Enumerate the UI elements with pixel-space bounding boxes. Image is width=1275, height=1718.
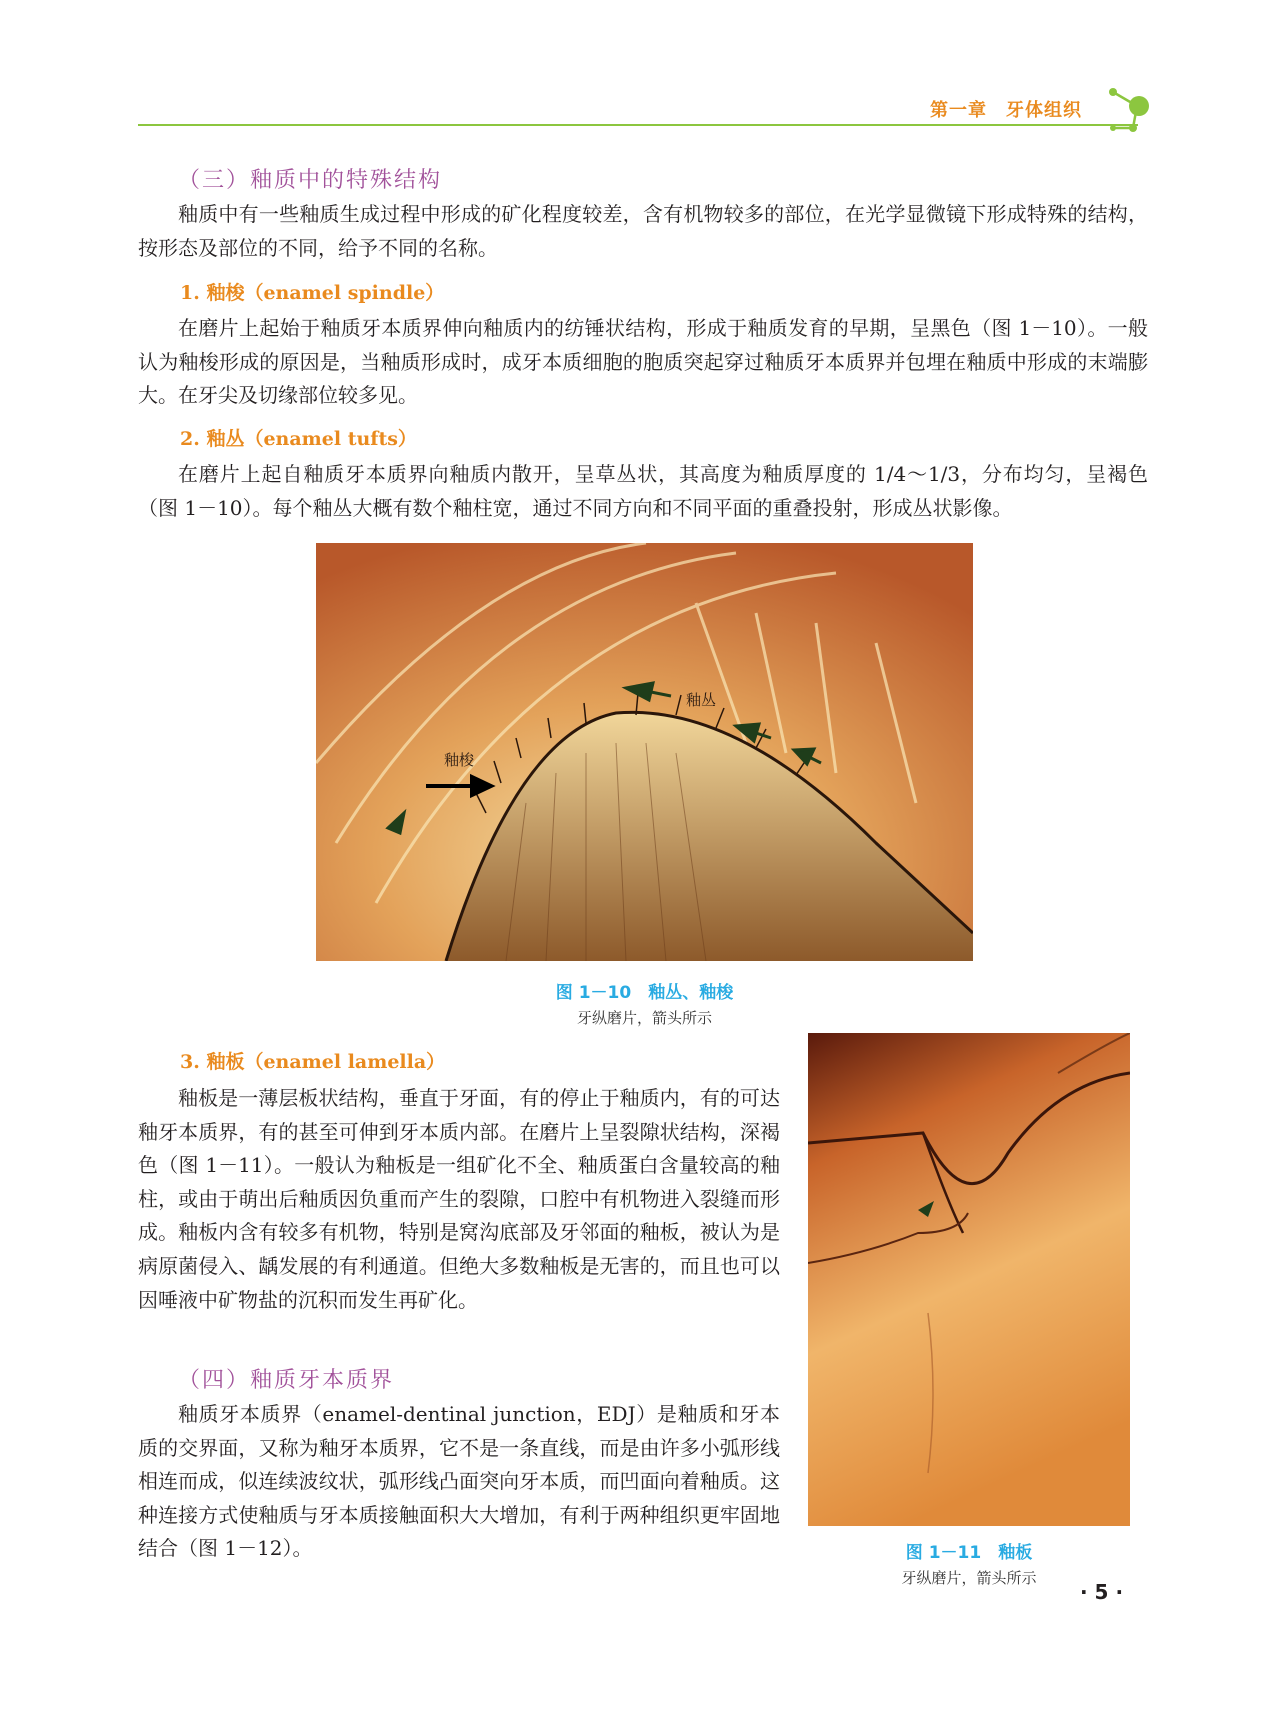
paragraph-enamel-lamella: 釉板是一薄层板状结构，垂直于牙面，有的停止于釉质内，有的可达釉牙本质界，有的甚至可伸到牙本质内部。在磨片上呈裂隙状结构，深褐色（图 1－11）。一般认为釉板是一组矿化不全、釉质蛋白含量较高的釉柱，或由于萌出后釉质因负重而产生的裂隙，口腔中有机物进入裂缝而形成。釉板内含有较多有机物，特别是窝沟底部及牙邻面的釉板，被认为是病原菌侵入、龋发展的有利通道。但绝大多数釉板是无害的，而且也可以因唾液中矿物盐的沉积而发生再矿化。 — [138, 1086, 780, 1312]
section-heading-special-structures: （三）釉质中的特殊结构 — [178, 168, 443, 193]
page-number: · 5 · — [1080, 1580, 1124, 1604]
paragraph-enamel-spindle: 在磨片上起始于釉质牙本质界伸向釉质内的纺锤状结构，形成于釉质发育的早期，呈黑色（图 1－10）。一般认为釉梭形成的原因是，当釉质形成时，成牙本质细胞的胞质突起穿过釉质牙本质界并包埋在釉质中形成的末端膨大。在牙尖及切缘部位较多见。 — [138, 316, 1148, 408]
paragraph-enamel-tufts: 在磨片上起自釉质牙本质界向釉质内散开，呈草丛状，其高度为釉质厚度的 1/4～1/3，分布均匀，呈褐色（图 1－10）。每个釉丛大概有数个釉柱宽，通过不同方向和不同平面的重叠投射，形成丛状影像。 — [138, 462, 1148, 520]
figure-note-1-11: 牙纵磨片，箭头所示 — [901, 1569, 1037, 1587]
figure-enamel-lamella — [808, 1033, 1130, 1526]
subheading-enamel-lamella: 3. 釉板（enamel lamella） — [180, 1051, 446, 1073]
chapter-header: 第一章 牙体组织 — [930, 100, 1082, 121]
figure-enamel-tufts-spindles — [316, 543, 973, 961]
label-enamel-spindle: 釉梭 — [444, 751, 475, 769]
paragraph-edj: 釉质牙本质界（enamel-dentinal junction，EDJ）是釉质和牙本质的交界面，又称为釉牙本质界，它不是一条直线，而是由许多小弧形线相连而成，似连续波纹状，弧形线凸面突向牙本质，而凹面向着釉质。这种连接方式使釉质与牙本质接触面积大大增加，有利于两种组织更牢固地结合（图 1－12）。 — [138, 1402, 780, 1561]
figure-caption-1-10: 图 1－10 釉丛、釉梭 — [555, 983, 734, 1003]
subheading-enamel-tufts: 2. 釉丛（enamel tufts） — [180, 428, 417, 450]
header-rule — [138, 124, 1138, 126]
section-intro-paragraph: 釉质中有一些釉质生成过程中形成的矿化程度较差，含有机物较多的部位，在光学显微镜下形成特殊的结构，按形态及部位的不同，给予不同的名称。 — [138, 202, 1148, 260]
subheading-enamel-spindle: 1. 釉梭（enamel spindle） — [180, 282, 445, 304]
figure-caption-1-11: 图 1－11 釉板 — [905, 1543, 1033, 1563]
molecule-decoration-icon — [1105, 86, 1165, 136]
label-enamel-tufts: 釉丛 — [686, 691, 717, 709]
figure-note-1-10: 牙纵磨片，箭头所示 — [576, 1009, 712, 1027]
section-heading-edj: （四）釉质牙本质界 — [178, 1368, 395, 1393]
